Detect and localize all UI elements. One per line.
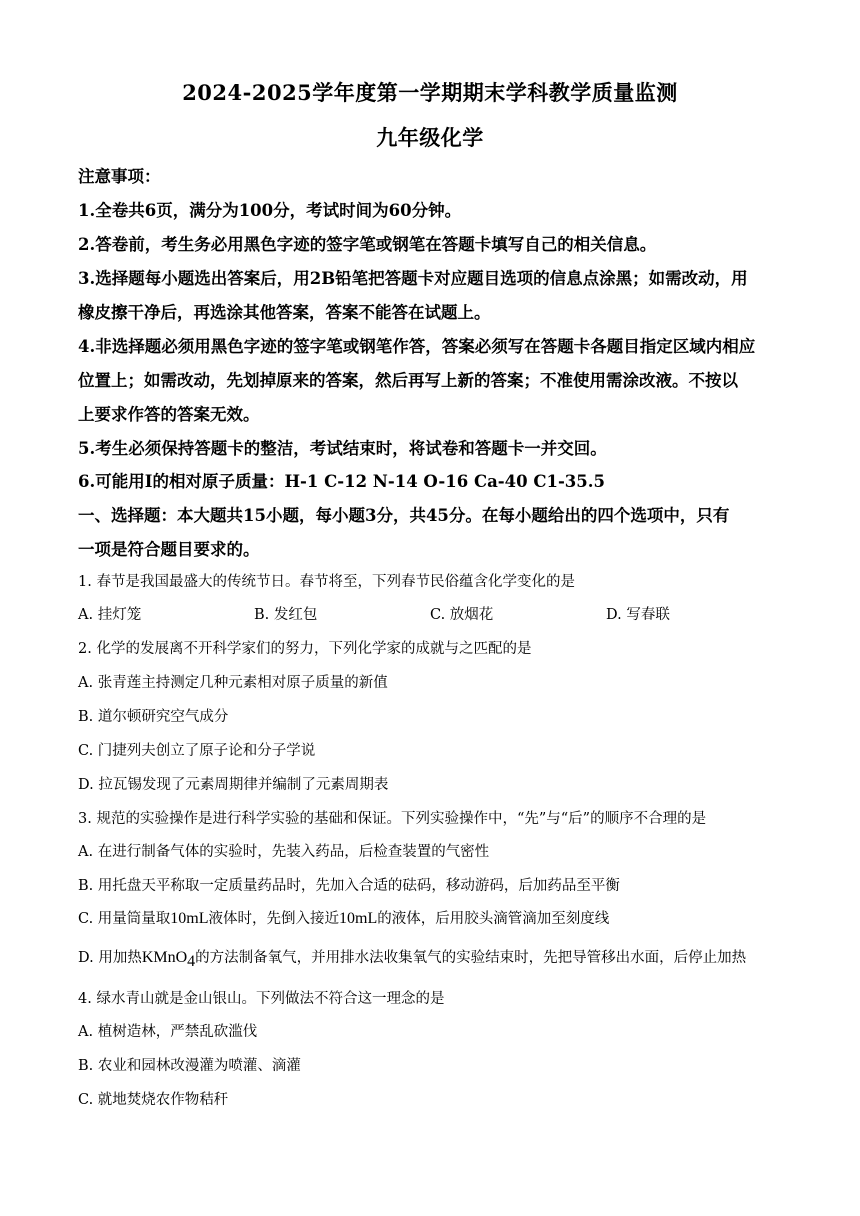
- q3-option-c: [78, 907, 788, 928]
- note-line: 上要求作答的答案无效。: [78, 405, 260, 424]
- q3d-formula-subscript: 4: [187, 952, 196, 970]
- section-heading: 一、选择题：本大题共15小题，每小题3分，共45分。在每小题给出的四个选项中，只有: [78, 506, 730, 525]
- q3c-text-pre: C. 用量筒量取: [78, 911, 171, 927]
- q3-option-a: A. 在进行制备气体的实验时，先装入药品，后检查装置的气密性: [78, 844, 490, 860]
- note-line: 1.全卷共6页，满分为100分，考试时间为60分钟。: [78, 201, 462, 220]
- question-4-stem: 4. 绿水青山就是金山银山。下列做法不符合这一理念的是: [78, 991, 445, 1007]
- q4-option-c: C. 就地焚烧农作物秸秆: [78, 1092, 229, 1108]
- q3c-volume-1: 10mL: [170, 910, 209, 927]
- q3c-text-mid: 液体时，先倒入接近: [208, 911, 340, 927]
- q3d-text-post: 的方法制备氧气，并用排水法收集氧气的实验结束时，先把导管移出水面，后停止加热: [195, 950, 747, 966]
- q3c-text-post: 的液体，后用胶头滴管滴加至刻度线: [377, 911, 610, 927]
- note-line: 5.考生必须保持答题卡的整洁，考试结束时，将试卷和答题卡一并交回。: [78, 439, 607, 458]
- note-line: 2.答卷前，考生务必用黑色字迹的签字笔或钢笔在答题卡填写自己的相关信息。: [78, 235, 657, 254]
- q1-option-d: D. 写春联: [606, 607, 670, 623]
- question-3-stem: 3. 规范的实验操作是进行科学实验的基础和保证。下列实验操作中，“先”与“后”的顺序不合理的是: [78, 811, 707, 827]
- note-line: 4.非选择题必须用黑色字迹的签字笔或钢笔作答，答案必须写在答题卡各题目指定区域内相应: [78, 337, 756, 356]
- q4-option-b: B. 农业和园林改漫灌为喷灌、滴灌: [78, 1058, 301, 1074]
- note-line: 橡皮擦干净后，再选涂其他答案，答案不能答在试题上。: [78, 303, 491, 322]
- q1-option-b: B. 发红包: [254, 607, 318, 623]
- section-heading-cont: 一项是符合题目要求的。: [78, 540, 260, 559]
- q2-option-a: A. 张青莲主持测定几种元素相对原子质量的新值: [78, 675, 388, 691]
- q3-option-b: B. 用托盘天平称取一定质量药品时，先加入合适的砝码，移动游码，后加药品至平衡: [78, 878, 620, 894]
- q1-option-a: A. 挂灯笼: [78, 607, 142, 623]
- exam-title: 2024-2025学年度第一学期期末学科教学质量监测: [182, 80, 678, 105]
- notes-heading: 注意事项：: [78, 167, 161, 186]
- q4-option-a: A. 植树造林，严禁乱砍滥伐: [78, 1024, 258, 1040]
- q1-option-c: C. 放烟花: [430, 607, 494, 623]
- q2-option-d: D. 拉瓦锡发现了元素周期律并编制了元素周期表: [78, 777, 389, 793]
- q2-option-c: C. 门捷列夫创立了原子论和分子学说: [78, 743, 316, 759]
- note-line: 6.可能用I的相对原子质量：H-1 C-12 N-14 O-16 Ca-40 C1-35.5: [78, 472, 605, 491]
- exam-subtitle: 九年级化学: [376, 125, 484, 150]
- question-1-stem: 1. 春节是我国最盛大的传统节日。春节将至，下列春节民俗蕴含化学变化的是: [78, 574, 575, 590]
- q3c-volume-2: 10mL: [339, 910, 378, 927]
- q2-option-b: B. 道尔顿研究空气成分: [78, 709, 229, 725]
- q3d-text-pre: D. 用加热: [78, 950, 142, 966]
- q3-option-d: [78, 946, 788, 971]
- q3d-formula: KMnO: [141, 949, 188, 966]
- note-line: 3.选择题每小题选出答案后，用2B铅笔把答题卡对应题目选项的信息点涂黑；如需改动，用: [78, 269, 748, 288]
- question-2-stem: 2. 化学的发展离不开科学家们的努力，下列化学家的成就与之匹配的是: [78, 641, 532, 657]
- note-line: 位置上；如需改动，先划掉原来的答案，然后再写上新的答案；不准使用需涂改液。不按以: [78, 371, 738, 390]
